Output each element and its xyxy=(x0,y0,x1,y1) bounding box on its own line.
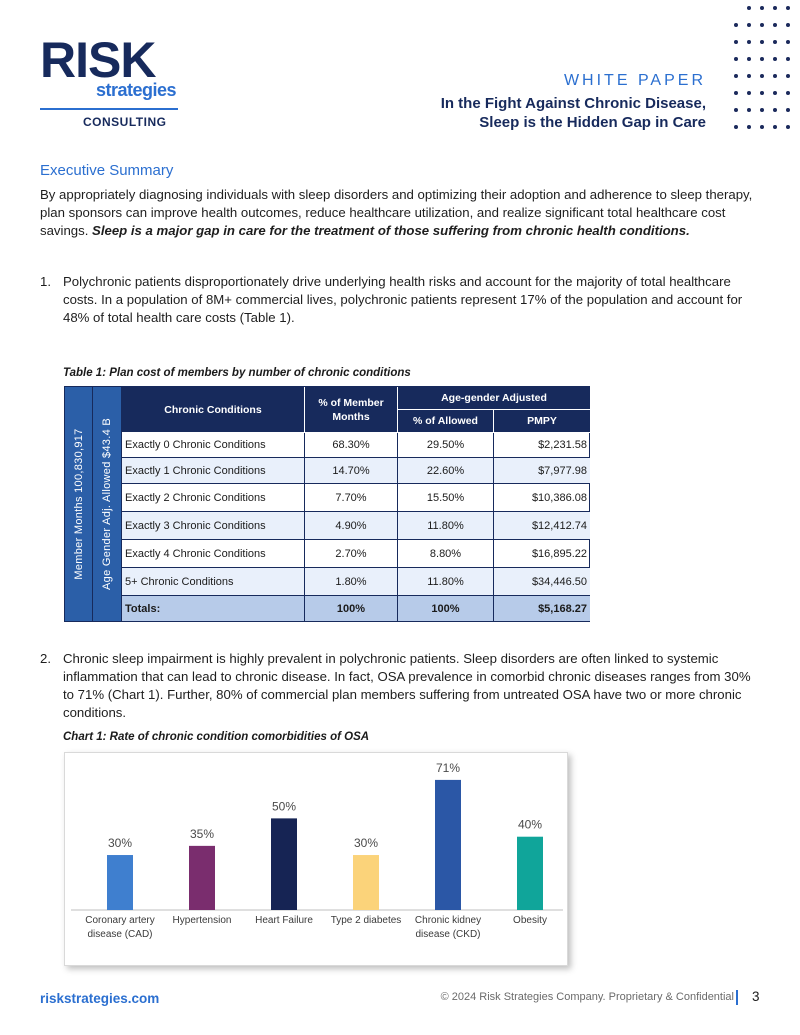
cell-label: Exactly 4 Chronic Conditions xyxy=(122,540,305,567)
cell-label: Exactly 3 Chronic Conditions xyxy=(122,512,305,539)
chart-bar xyxy=(517,837,543,910)
intro-paragraph xyxy=(40,186,762,240)
cell-allowed: 29.50% xyxy=(398,433,494,457)
cell-label: Exactly 1 Chronic Conditions xyxy=(122,458,305,483)
document-title xyxy=(386,94,706,132)
side-label-column xyxy=(93,387,122,621)
document-type-label: WHITE PAPER xyxy=(563,72,706,89)
cell-months: 7.70% xyxy=(305,484,398,511)
logo-strategies: strategies xyxy=(96,80,177,100)
cell-label: Totals: xyxy=(122,596,305,621)
title-line-2: Sleep is the Hidden Gap in Care xyxy=(479,114,706,131)
header-allowed: % of Allowed xyxy=(398,410,494,433)
cell-pmpy: $10,386.08 xyxy=(531,491,587,504)
cell-pmpy: $5,168.27 xyxy=(538,602,587,615)
chart-canvas xyxy=(65,753,569,967)
chart-data-label: 71% xyxy=(435,760,461,775)
chart-caption: Chart 1: Rate of chronic condition comorbidities of OSA xyxy=(63,731,370,743)
decorative-dot xyxy=(773,74,777,78)
decorative-dot xyxy=(773,57,777,61)
table-row xyxy=(122,568,590,596)
footer-website-link[interactable]: riskstrategies.com xyxy=(40,991,160,1006)
chart-data-label: 40% xyxy=(517,817,543,832)
list-text: Chronic sleep impairment is highly prevalent in polychronic patients. Sleep disorders are often linked to systemic inflammation that can lead to chronic disease. In fact, OSA prevalence in comorbid chronic diseases ranges from 30% to 71% (Chart 1). Further, 80% of commercial plan members suffering from untreated OSA have two or more chronic conditions. xyxy=(63,651,751,720)
list-item xyxy=(40,650,762,722)
logo-wordmark: RISK xyxy=(40,32,156,88)
cell-pmpy: $7,977.98 xyxy=(538,464,587,477)
decorative-dot xyxy=(747,40,751,44)
cell-allowed: 8.80% xyxy=(398,540,494,567)
table-totals-row xyxy=(122,596,590,621)
list-text: Polychronic patients disproportionately drive underlying health risks and account for the majority of total healthcare costs. In a population of 8M+ commercial lives, polychronic patients represent 17% of the population and account for 48% of total health care costs (Table 1). xyxy=(63,274,743,325)
decorative-dot xyxy=(786,74,790,78)
decorative-dot xyxy=(747,74,751,78)
header-conditions: Chronic Conditions xyxy=(122,387,305,433)
decorative-dot xyxy=(786,108,790,112)
decorative-dot xyxy=(734,23,738,27)
cell-months: 100% xyxy=(305,596,398,621)
decorative-dot xyxy=(734,125,738,129)
chart-category-label: Type 2 diabetes xyxy=(330,915,402,926)
cell-allowed: 11.80% xyxy=(398,568,494,595)
decorative-dot xyxy=(734,57,738,61)
chart-data-label: 30% xyxy=(107,836,133,851)
cell-allowed: 11.80% xyxy=(398,512,494,539)
cell-months: 4.90% xyxy=(305,512,398,539)
cell-pmpy: $12,412.74 xyxy=(531,519,587,532)
chart-category-label: Hypertension xyxy=(172,915,232,926)
cell-label: Exactly 0 Chronic Conditions xyxy=(122,433,305,457)
decorative-dot xyxy=(747,23,751,27)
title-line-1: In the Fight Against Chronic Disease, xyxy=(440,95,706,112)
decorative-dot xyxy=(760,6,764,10)
chart-category-label: Obesity xyxy=(513,915,547,926)
decorative-dot xyxy=(773,108,777,112)
chart-category-label: Chronic kidney xyxy=(414,915,482,926)
decorative-dot xyxy=(760,91,764,95)
chart-bar xyxy=(107,855,133,910)
decorative-dot xyxy=(786,6,790,10)
osa-comorbidity-chart xyxy=(64,752,568,966)
decorative-dot xyxy=(734,91,738,95)
decorative-dot xyxy=(747,125,751,129)
chart-bar xyxy=(353,855,379,910)
cell-allowed: 15.50% xyxy=(398,484,494,511)
header-age-gender: Age-gender Adjusted xyxy=(398,387,590,410)
intro-emphasis: Sleep is a major gap in care for the treatment of those suffering from chronic health conditions. xyxy=(92,223,690,238)
decorative-dot xyxy=(747,6,751,10)
footer-divider xyxy=(736,990,738,1005)
cell-pmpy: $16,895.22 xyxy=(531,547,587,560)
table-row xyxy=(122,484,590,512)
chart-category-label: disease (CAD) xyxy=(87,929,153,940)
decorative-dot xyxy=(760,125,764,129)
decorative-dot xyxy=(760,57,764,61)
decorative-dot xyxy=(734,40,738,44)
decorative-dot xyxy=(786,91,790,95)
chart-category-label: Heart Failure xyxy=(255,915,313,926)
decorative-dot xyxy=(734,108,738,112)
cell-months: 2.70% xyxy=(305,540,398,567)
allowed-label: Age Gender Adj. Allowed $43.4 B xyxy=(101,418,113,590)
header-pmpy: PMPY xyxy=(494,410,590,433)
decorative-dot xyxy=(760,108,764,112)
cell-months: 14.70% xyxy=(305,458,398,483)
chart-data-label: 30% xyxy=(353,836,379,851)
chart-bar xyxy=(271,818,297,910)
chart-data-label: 50% xyxy=(271,799,297,814)
footer-copyright: © 2024 Risk Strategies Company. Proprietary & Confidential xyxy=(440,991,734,1003)
cell-allowed: 100% xyxy=(398,596,494,621)
decorative-dot xyxy=(760,40,764,44)
chart-bar xyxy=(435,780,461,910)
header-member-months: % of Member Months xyxy=(305,387,398,433)
decorative-dot xyxy=(786,23,790,27)
risk-strategies-logo xyxy=(40,32,180,129)
logo-divider xyxy=(40,108,178,110)
cell-pmpy: $2,231.58 xyxy=(538,439,587,451)
chart-bar xyxy=(189,846,215,910)
cell-label: 5+ Chronic Conditions xyxy=(122,568,305,595)
table-row xyxy=(122,540,590,568)
decorative-dot xyxy=(786,40,790,44)
page-number: 3 xyxy=(752,989,760,1004)
decorative-dot xyxy=(786,125,790,129)
table-row xyxy=(122,458,590,484)
cell-label: Exactly 2 Chronic Conditions xyxy=(122,484,305,511)
table-caption: Table 1: Plan cost of members by number of chronic conditions xyxy=(63,367,411,379)
table-row xyxy=(122,433,590,458)
cell-pmpy: $34,446.50 xyxy=(531,575,587,588)
intro-text: By appropriately diagnosing individuals with sleep disorders and optimizing their adoption and adherence to sleep therapy, plan sponsors can improve health outcomes, reduce healthcare utilization, and realize significant total healthcare cost savings. xyxy=(40,187,753,238)
chart-data-label: 35% xyxy=(189,826,215,841)
decorative-dot xyxy=(773,40,777,44)
decorative-dot xyxy=(747,108,751,112)
cell-months: 1.80% xyxy=(305,568,398,595)
decorative-dot xyxy=(786,57,790,61)
decorative-dot xyxy=(734,74,738,78)
table-row xyxy=(122,512,590,540)
decorative-dot xyxy=(747,91,751,95)
decorative-dot xyxy=(773,91,777,95)
side-label-column xyxy=(65,387,93,621)
decorative-dot-grid xyxy=(690,0,800,140)
decorative-dot xyxy=(773,125,777,129)
cost-table xyxy=(64,386,590,622)
list-number: 1. xyxy=(40,274,51,289)
decorative-dot xyxy=(760,74,764,78)
cell-allowed: 22.60% xyxy=(398,458,494,483)
chart-category-label: Coronary artery xyxy=(85,915,155,926)
list-number: 2. xyxy=(40,651,51,666)
logo-consulting: CONSULTING xyxy=(83,115,167,129)
section-heading: Executive Summary xyxy=(40,162,174,179)
cell-months: 68.30% xyxy=(305,433,398,457)
decorative-dot xyxy=(773,6,777,10)
decorative-dot xyxy=(760,23,764,27)
chart-category-label: disease (CKD) xyxy=(415,929,481,940)
decorative-dot xyxy=(773,23,777,27)
member-months-label: Member Months 100,830,917 xyxy=(72,428,85,580)
decorative-dot xyxy=(747,57,751,61)
list-item xyxy=(40,273,762,327)
